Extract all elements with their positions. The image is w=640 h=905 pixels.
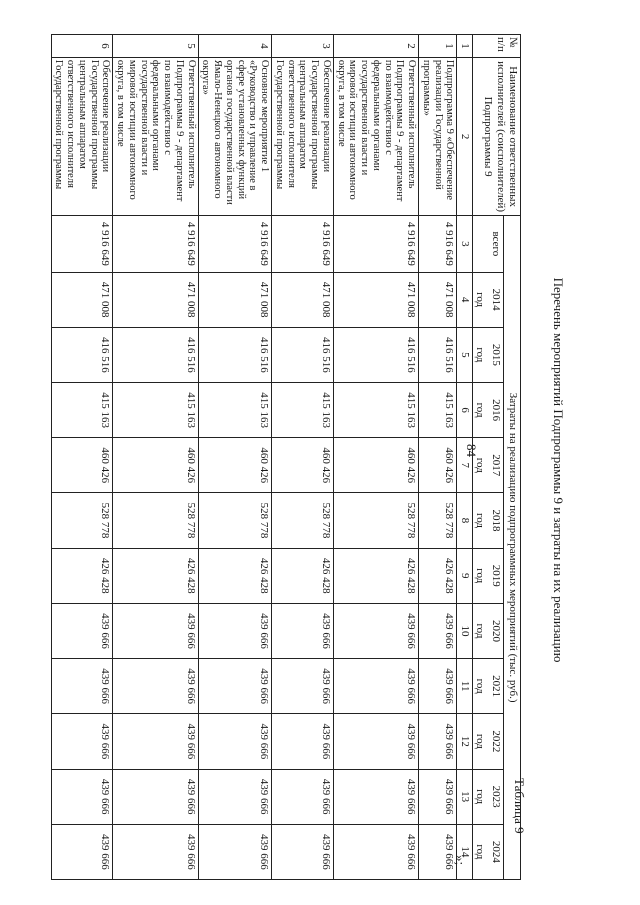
row-number: 1 — [419, 35, 457, 58]
row-value: 528 778 — [113, 493, 198, 548]
row-value: 471 008 — [272, 272, 334, 327]
row-value: 471 008 — [333, 272, 418, 327]
year-header-3: 2016 — [487, 382, 504, 437]
year-unit-2: год — [472, 327, 487, 382]
row-value: 415 163 — [272, 382, 334, 437]
row-value: 528 778 — [333, 493, 418, 548]
row-value: 416 516 — [333, 327, 418, 382]
row-value: 471 008 — [51, 272, 113, 327]
column-index-4: 4 — [457, 272, 472, 327]
column-index-2: 2 — [457, 57, 472, 215]
row-value: 439 666 — [113, 659, 198, 714]
row-number: 6 — [51, 35, 113, 58]
row-value: 439 666 — [333, 603, 418, 658]
row-total: 4 916 649 — [113, 216, 198, 272]
row-value: 426 428 — [51, 548, 113, 603]
year-unit-8: год — [472, 659, 487, 714]
row-value: 460 426 — [51, 438, 113, 493]
year-header-6: 2019 — [487, 548, 504, 603]
row-value: 439 666 — [113, 714, 198, 769]
row-value: 439 666 — [419, 714, 457, 769]
row-value: 460 426 — [272, 438, 334, 493]
row-value: 471 008 — [113, 272, 198, 327]
column-index-1: 1 — [457, 35, 472, 58]
row-value: 439 666 — [333, 714, 418, 769]
row-value: 439 666 — [51, 659, 113, 714]
row-number: 4 — [198, 35, 272, 58]
row-value: 426 428 — [272, 548, 334, 603]
column-index-10: 10 — [457, 603, 472, 658]
row-value: 416 516 — [198, 327, 272, 382]
row-value: 439 666 — [113, 824, 198, 879]
year-header-5: 2018 — [487, 493, 504, 548]
year-header-11: 2024 — [487, 824, 504, 879]
row-value: 528 778 — [51, 493, 113, 548]
column-index-7: 7 — [457, 438, 472, 493]
row-value: 439 666 — [272, 824, 334, 879]
row-value: 471 008 — [198, 272, 272, 327]
header-name: Наименование ответственных исполнителей (соисполнителей) Подпрограммы 9 — [472, 57, 520, 215]
cost-table — [51, 34, 521, 880]
table-row — [51, 35, 113, 880]
document-title: Перечень мероприятий Подпрограммы 9 и затраты на их реализацию — [551, 277, 566, 663]
row-value: 415 163 — [419, 382, 457, 437]
row-value: 460 426 — [113, 438, 198, 493]
row-value: 439 666 — [419, 603, 457, 658]
row-value: 439 666 — [51, 824, 113, 879]
table-row — [419, 35, 457, 880]
column-index-9: 9 — [457, 548, 472, 603]
row-number: 3 — [272, 35, 334, 58]
row-name: Ответственный исполнитель Подпрограммы 9 - департамент по взаимодействию с федеральными органами государственной власти и мировой юстиции автономного округа, в том числе — [113, 57, 198, 215]
row-value: 439 666 — [419, 824, 457, 879]
year-header-4: 2017 — [487, 438, 504, 493]
year-unit-10: год — [472, 769, 487, 824]
row-value: 439 666 — [333, 769, 418, 824]
header-costs: Затраты на реализацию подпрограммных мероприятий (тыс. руб.) — [504, 216, 521, 880]
row-value: 439 666 — [272, 714, 334, 769]
year-header-9: 2022 — [487, 714, 504, 769]
row-value: 439 666 — [198, 603, 272, 658]
column-index-3: 3 — [457, 216, 472, 272]
row-name: Обеспечение реализации Государственной программы центральным аппаратом ответственного исполнителя Государственной программы — [272, 57, 334, 215]
year-unit-3: год — [472, 382, 487, 437]
table-label: Таблица 9 — [512, 778, 527, 834]
row-value: 471 008 — [419, 272, 457, 327]
column-index-8: 8 — [457, 493, 472, 548]
row-name: Основное мероприятие 1 «Руководство и управление в сфере установленных функций органов государственной власти Ямало-Ненецкого автономного округа» — [198, 57, 272, 215]
row-name: Подпрограмма 9 «Обеспечение реализации Государственной программы» — [419, 57, 457, 215]
row-value: 528 778 — [198, 493, 272, 548]
row-total: 4 916 649 — [272, 216, 334, 272]
year-header-7: 2020 — [487, 603, 504, 658]
year-header-1: 2014 — [487, 272, 504, 327]
table-row — [333, 35, 418, 880]
row-value: 439 666 — [113, 769, 198, 824]
row-value: 439 666 — [198, 659, 272, 714]
row-value: 439 666 — [419, 769, 457, 824]
row-value: 415 163 — [113, 382, 198, 437]
row-value: 439 666 — [113, 603, 198, 658]
row-value: 439 666 — [51, 714, 113, 769]
column-index-11: 11 — [457, 659, 472, 714]
column-index-6: 6 — [457, 382, 472, 437]
year-header-2: 2015 — [487, 327, 504, 382]
row-value: 439 666 — [419, 659, 457, 714]
row-number: 5 — [113, 35, 198, 58]
row-value: 426 428 — [113, 548, 198, 603]
row-value: 416 516 — [113, 327, 198, 382]
table-row — [198, 35, 272, 880]
header-num: № п/п — [472, 35, 520, 58]
row-value: 460 426 — [198, 438, 272, 493]
year-unit-1: год — [472, 272, 487, 327]
year-unit-4: год — [472, 438, 487, 493]
table-row — [272, 35, 334, 880]
row-value: 439 666 — [333, 824, 418, 879]
row-value: 528 778 — [272, 493, 334, 548]
row-value: 439 666 — [198, 714, 272, 769]
year-unit-5: год — [472, 493, 487, 548]
row-value: 439 666 — [51, 769, 113, 824]
row-value: 528 778 — [419, 493, 457, 548]
year-header-8: 2021 — [487, 659, 504, 714]
column-index-13: 13 — [457, 769, 472, 824]
column-index-5: 5 — [457, 327, 472, 382]
row-value: 439 666 — [333, 659, 418, 714]
row-value: 439 666 — [272, 769, 334, 824]
row-number: 2 — [333, 35, 418, 58]
header-total: всего — [472, 216, 503, 272]
row-value: 439 666 — [272, 603, 334, 658]
year-unit-11: год — [472, 824, 487, 879]
row-total: 4 916 649 — [333, 216, 418, 272]
row-value: 439 666 — [198, 769, 272, 824]
year-unit-9: год — [472, 714, 487, 769]
row-value: 415 163 — [51, 382, 113, 437]
year-unit-6: год — [472, 548, 487, 603]
row-value: 439 666 — [51, 603, 113, 658]
row-value: 416 516 — [272, 327, 334, 382]
row-value: 416 516 — [51, 327, 113, 382]
column-index-12: 12 — [457, 714, 472, 769]
row-total: 4 916 649 — [419, 216, 457, 272]
page-number: 84 — [464, 444, 479, 457]
row-name: Ответственный исполнитель Подпрограммы 9 - департамент по взаимодействию с федеральными органами государственной власти и мировой юстиции автономного округа, в том числе — [333, 57, 418, 215]
column-index-14: 14 — [457, 824, 472, 879]
row-value: 439 666 — [198, 824, 272, 879]
year-header-10: 2023 — [487, 769, 504, 824]
row-value: 416 516 — [419, 327, 457, 382]
row-name: Обеспечение реализации Государственной программы центральным аппаратом ответственного исполнителя Государственной программы — [51, 57, 113, 215]
row-value: 460 426 — [333, 438, 418, 493]
row-value: 415 163 — [333, 382, 418, 437]
row-value: 426 428 — [333, 548, 418, 603]
row-total: 4 916 649 — [51, 216, 113, 272]
row-value: 426 428 — [419, 548, 457, 603]
row-value: 426 428 — [198, 548, 272, 603]
closing-quote: »; — [453, 855, 468, 866]
row-total: 4 916 649 — [198, 216, 272, 272]
year-unit-7: год — [472, 603, 487, 658]
row-value: 439 666 — [272, 659, 334, 714]
row-value: 415 163 — [198, 382, 272, 437]
row-value: 460 426 — [419, 438, 457, 493]
table-row — [113, 35, 198, 880]
